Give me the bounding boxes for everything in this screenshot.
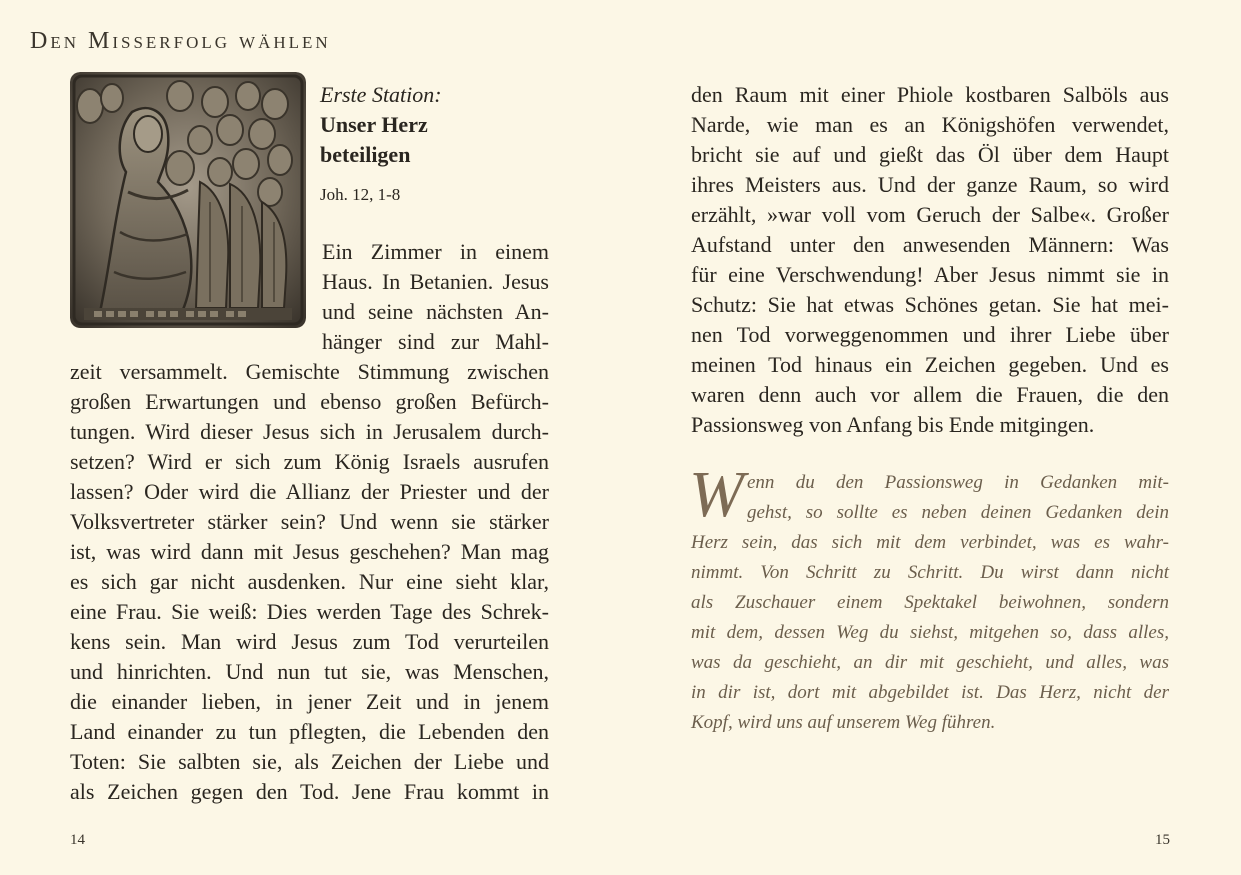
bronze-relief-image xyxy=(70,72,306,328)
page-number-left: 14 xyxy=(70,832,85,848)
page-number-right: 15 xyxy=(1155,832,1170,848)
right-page xyxy=(620,0,1241,875)
text-line: Narde, wie man es an Königshöfen verwendet, xyxy=(691,112,1169,137)
text-line: es sich gar nicht ausdenken. Nur eine sieht klar, xyxy=(70,569,549,594)
text-line: meinen Tod hinaus ein Zeichen gegeben. Und es xyxy=(691,352,1169,377)
station-heading xyxy=(320,80,560,206)
meditation-line: nimmt. Von Schritt zu Schritt. Du wirst dann nicht xyxy=(691,562,1169,583)
text-line: Toten: Sie salbten sie, als Zeichen der Liebe und xyxy=(70,749,549,774)
text-line: eine Frau. Sie weiß: Dies werden Tage des Schrek- xyxy=(70,599,549,624)
running-head: Den Misserfolg wählen xyxy=(30,28,331,54)
meditation-line: Herz sein, das sich mit dem verbindet, was es wahr- xyxy=(691,532,1169,553)
meditation-line: mit dem, dessen Weg du siehst, mitgehen so, dass alles, xyxy=(691,622,1169,643)
station-title-line-2: beteiligen xyxy=(320,142,411,167)
intro-paragraph xyxy=(322,237,549,357)
text-line: nen Tod vorweggenommen und ihrer Liebe über xyxy=(691,322,1169,347)
text-line: ist, was wird dann mit Jesus geschehen? Man mag xyxy=(70,539,549,564)
text-line: und hinrichten. Und nun tut sie, was Menschen, xyxy=(70,659,549,684)
meditation-line: gehst, so sollte es neben deinen Gedanken dein xyxy=(747,502,1169,523)
text-line: kens sein. Man wird Jesus zum Tod verurteilen xyxy=(70,629,549,654)
text-line: waren denn auch vor allem die Frauen, die den xyxy=(691,382,1169,407)
meditation-line: in dir ist, dort mit abgebildet ist. Das Herz, nicht der xyxy=(691,682,1169,703)
text-line: Passionsweg von Anfang bis Ende mitgingen. xyxy=(691,412,1095,437)
station-kicker: Erste Station: xyxy=(320,82,442,107)
text-line: den Raum mit einer Phiole kostbaren Salböls aus xyxy=(691,82,1169,107)
text-line: Aufstand unter den anwesenden Männern: Was xyxy=(691,232,1169,257)
text-line: erzählt, »war voll vom Geruch der Salbe«. Großer xyxy=(691,202,1169,227)
main-paragraph xyxy=(70,357,549,807)
text-line: hänger sind zur Mahl- xyxy=(322,329,549,354)
text-line: Schutz: Sie hat etwas Schönes getan. Sie hat mei- xyxy=(691,292,1169,317)
text-line: ihres Meisters aus. Und der ganze Raum, so wird xyxy=(691,172,1169,197)
text-line: setzen? Wird er sich zum König Israels ausrufen xyxy=(70,449,549,474)
left-page xyxy=(0,0,620,875)
station-title-line-1: Unser Herz xyxy=(320,112,428,137)
text-line: für eine Verschwendung! Aber Jesus nimmt sie in xyxy=(691,262,1169,287)
text-line: bricht sie auf und gießt das Öl über dem Haupt xyxy=(691,142,1169,167)
text-line: und seine nächsten An- xyxy=(322,299,549,324)
text-line: Land einander zu tun pflegten, die Lebenden den xyxy=(70,719,549,744)
text-line: die einander lieben, in jener Zeit und in jenem xyxy=(70,689,549,714)
text-line: lassen? Oder wird die Allianz der Priester und der xyxy=(70,479,549,504)
text-line: Haus. In Betanien. Jesus xyxy=(322,269,549,294)
text-line: großen Erwartungen und ebenso großen Befürch- xyxy=(70,389,549,414)
text-line: Volksvertreter stärker sein? Und wenn sie stärker xyxy=(70,509,549,534)
meditation-line: enn du den Passionsweg in Gedanken mit- xyxy=(747,472,1169,493)
continued-paragraph xyxy=(691,80,1169,440)
drop-cap: W xyxy=(689,458,744,531)
meditation-line: Kopf, wird uns auf unserem Weg führen. xyxy=(691,712,996,733)
text-line: Ein Zimmer in einem xyxy=(322,239,549,264)
meditation-line: was da geschieht, an dir mit geschieht, und alles, was xyxy=(691,652,1169,673)
meditation-paragraph xyxy=(689,458,1169,738)
scripture-reference: Joh. 12, 1-8 xyxy=(320,185,401,204)
meditation-line: als Zuschauer einem Spektakel beiwohnen, sondern xyxy=(691,592,1169,613)
text-line: als Zeichen gegen den Tod. Jene Frau kommt in xyxy=(70,779,549,804)
text-line: zeit versammelt. Gemischte Stimmung zwischen xyxy=(70,359,549,384)
text-line: tungen. Wird dieser Jesus sich in Jerusalem durch- xyxy=(70,419,549,444)
